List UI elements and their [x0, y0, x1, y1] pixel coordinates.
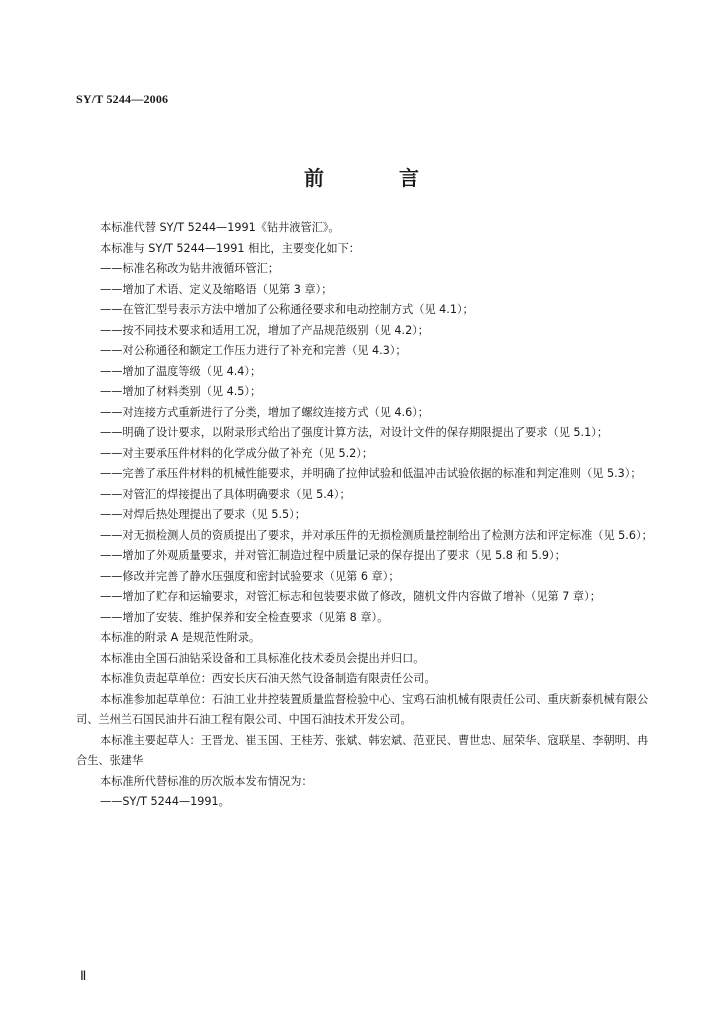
change-item: ——对无损检测人员的资质提出了要求，并对承压件的无损检测质量控制给出了检测方法和评定标准（见 5.6）； [100, 528, 653, 542]
page-title: 前 言 [304, 166, 453, 190]
paragraph: 本标准由全国石油钻采设备和工具标准化技术委员会提出并归口。 [100, 651, 425, 665]
change-item: ——标准名称改为钻井液循环管汇； [100, 262, 280, 275]
paragraph: 本标准负责起草单位：西安长庆石油天然气设备制造有限责任公司。 [100, 672, 436, 685]
change-item: ——明确了设计要求，以附录形式给出了强度计算方法，对设计文件的保存期限提出了要求（见 5.1）； [100, 426, 609, 439]
change-item: ——修改并完善了静水压强度和密封试验要求（见第 6 章）； [100, 569, 400, 583]
paragraph: 本标准与 SY/T 5244—1991 相比，主要变化如下： [100, 241, 360, 255]
standard-code: SY/T 5244—2006 [76, 92, 169, 106]
change-item: ——完善了承压件材料的机械性能要求，并明确了拉伸试验和低温冲击试验依据的标准和判定准则（见 5.3）； [100, 467, 642, 480]
change-item: ——增加了安装、维护保养和安全检查要求（见第 8 章）。 [100, 610, 389, 624]
change-item: ——对连接方式重新进行了分类，增加了螺纹连接方式（见 4.6）； [100, 405, 429, 419]
change-item: ——增加了材料类别（见 4.5）； [100, 385, 262, 398]
change-item: ——对管汇的焊接提出了具体明确要求（见 5.4）； [100, 487, 351, 501]
change-item: ——增加了温度等级（见 4.4）； [100, 364, 262, 378]
paragraph: 本标准参加起草单位：石油工业井控装置质量监督检验中心、宝鸡石油机械有限责任公司、重庆新泰机械有限公司、兰州兰石国民油井石油工程有限公司、中国石油技术开发公司。 [76, 692, 649, 726]
change-item: ——增加了贮存和运输要求，对管汇标志和包装要求做了修改，随机文件内容做了增补（见第 7 章）； [100, 590, 601, 603]
change-item: ——增加了外观质量要求，并对管汇制造过程中质量记录的保存提出了要求（见 5.8 和 5.9）； [100, 549, 566, 562]
paragraph: 本标准主要起草人：王晋龙、崔玉国、王桂芳、张斌、韩宏斌、范亚民、曹世忠、屈荣华、寇联星、李朝明、冉合生、张建华 [76, 733, 649, 767]
paragraph: 本标准所代替标准的历次版本发布情况为： [100, 774, 313, 788]
document-body [76, 218, 658, 813]
change-item: ——对焊后热处理提出了要求（见 5.5）； [100, 508, 306, 521]
change-item: ——对主要承压件材料的化学成分做了补充（见 5.2）； [100, 446, 374, 460]
paragraph: 本标准的附录 A 是规范性附录。 [100, 631, 261, 644]
change-item: ——在管汇型号表示方法中增加了公称通径要求和电动控制方式（见 4.1）； [100, 303, 474, 316]
page-number: Ⅱ [80, 968, 87, 983]
previous-version-item: ——SY/T 5244—1991。 [100, 795, 230, 808]
paragraph: 本标准代替 SY/T 5244—1991《钻井液管汇》。 [100, 221, 340, 234]
change-item: ——增加了术语、定义及缩略语（见第 3 章）； [100, 282, 333, 296]
change-item: ——按不同技术要求和适用工况，增加了产品规范级别（见 4.2）； [100, 323, 429, 337]
change-item: ——对公称通径和额定工作压力进行了补充和完善（见 4.3）； [100, 344, 407, 357]
